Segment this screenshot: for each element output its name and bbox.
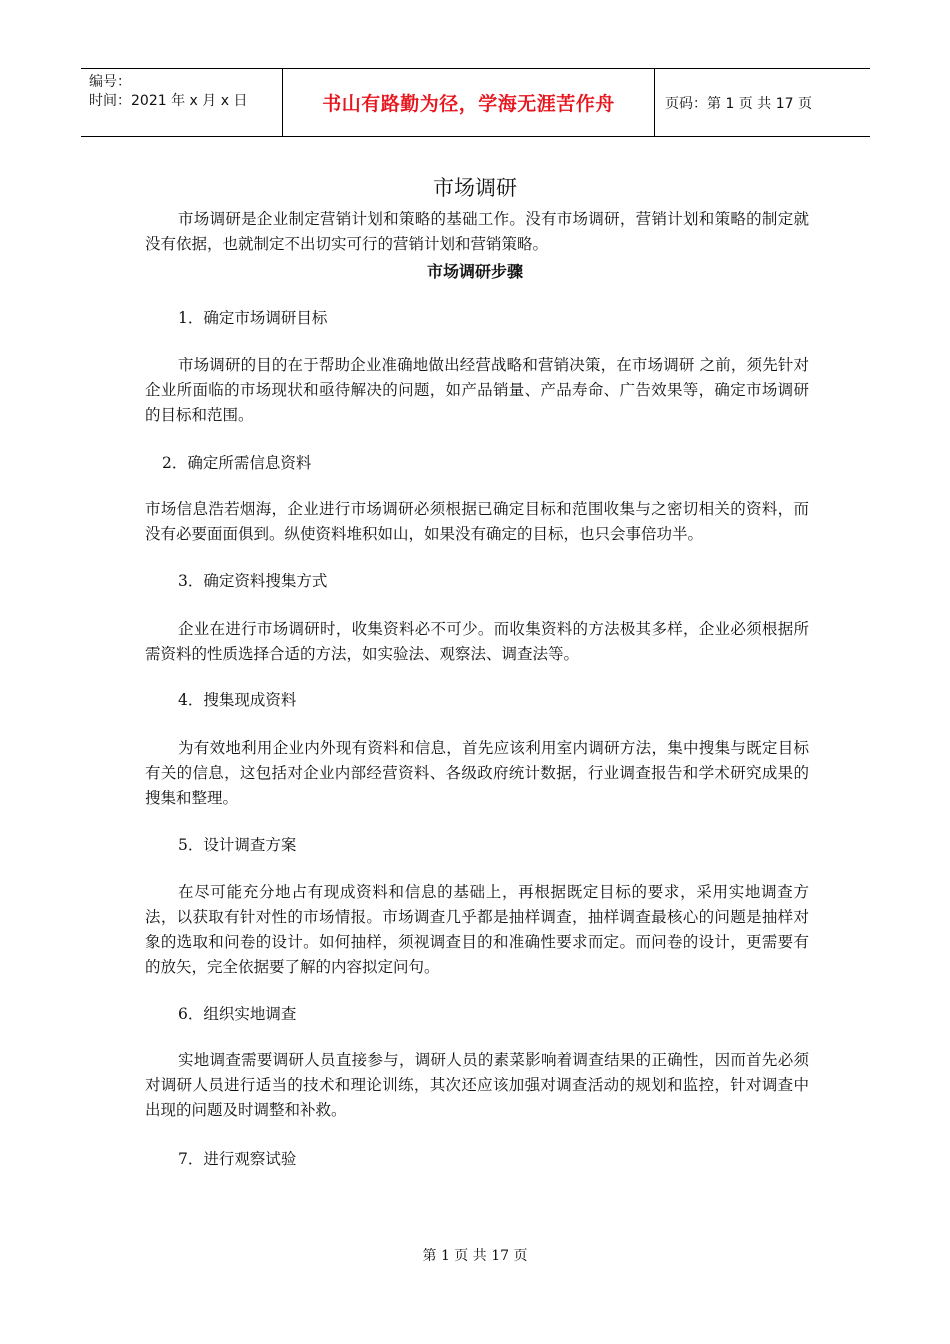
header-page-label: 页码：第 1 页 共 17 页 — [665, 95, 812, 112]
document-number-label: 编号： — [89, 74, 131, 90]
step-heading-4: 4．搜集现成资料 — [178, 691, 297, 709]
step-body-2: 市场信息浩若烟海，企业进行市场调研必须根据已确定目标和范围收集与之密切相关的资料，而没有必要面面俱到。纵使资料堆积如山，如果没有确定的目标，也只会事倍功半。 — [145, 500, 809, 543]
document-header — [81, 68, 870, 137]
section-subtitle: 市场调研步骤 — [426, 262, 523, 281]
step-heading-7: 7．进行观察试验 — [178, 1150, 297, 1168]
header-page-cell — [655, 69, 870, 136]
step-heading-5: 5．设计调查方案 — [178, 836, 297, 854]
document-title: 市场调研 — [433, 176, 517, 200]
step-heading-6: 6．组织实地调查 — [178, 1005, 297, 1023]
step-body-6: 实地调查需要调研人员直接参与，调研人员的素菜影响着调查结果的正确性，因而首先必须对调研人员进行适当的技术和理论训练，其次还应该加强对调查活动的规划和监控，针对调查中出现的问题及时调整和补救。 — [145, 1051, 809, 1119]
step-heading-3: 3．确定资料搜集方式 — [178, 572, 328, 590]
step-body-4: 为有效地利用企业内外现有资料和信息，首先应该利用室内调研方法，集中搜集与既定目标有关的信息，这包括对企业内部经营资料、各级政府统计数据，行业调查报告和学术研究成果的搜集和整理。 — [145, 739, 809, 807]
step-body-1: 市场调研的目的在于帮助企业准确地做出经营战略和营销决策，在市场调研 之前，须先针对企业所面临的市场现状和亟待解决的问题，如产品销量、产品寿命、广告效果等，确定市场调研的目标和范围。 — [145, 356, 809, 424]
step-body-3: 企业在进行市场调研时，收集资料必不可少。而收集资料的方法极其多样，企业必须根据所需资料的性质选择合适的方法，如实验法、观察法、调查法等。 — [145, 620, 809, 663]
step-heading-2: 2．确定所需信息资料 — [162, 454, 312, 472]
page-footer: 第 1 页 共 17 页 — [422, 1248, 528, 1264]
header-meta — [81, 69, 282, 136]
document-time-label: 时间：2021 年 x 月 x 日 — [89, 93, 248, 109]
step-heading-1: 1．确定市场调研目标 — [178, 309, 328, 327]
step-body-5: 在尽可能充分地占有现成资料和信息的基础上，再根据既定目标的要求，采用实地调查方法，以获取有针对性的市场情报。市场调查几乎都是抽样调查，抽样调查最核心的问题是抽样对象的选取和问卷的设计。如何抽样，须视调查目的和准确性要求而定。而问卷的设计，更需要有的放矢，完全依据要了解的内容拟定问句。 — [145, 883, 809, 976]
header-motto: 书山有路勤为径，学海无涯苦作舟 — [322, 93, 615, 115]
intro-paragraph: 市场调研是企业制定营销计划和策略的基础工作。没有市场调研，营销计划和策略的制定就没有依据，也就制定不出切实可行的营销计划和营销策略。 — [145, 210, 809, 253]
header-motto-cell — [282, 69, 655, 136]
